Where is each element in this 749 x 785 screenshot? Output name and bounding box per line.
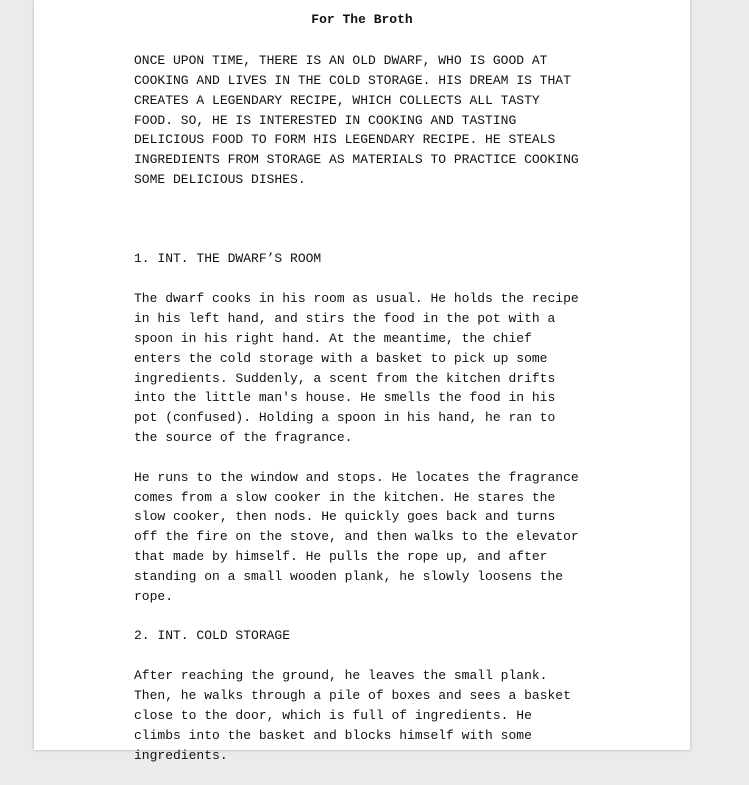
text-line: FOOD. SO, HE IS INTERESTED IN COOKING AND TASTING <box>134 112 517 128</box>
text-line: DELICIOUS FOOD TO FORM HIS LEGENDARY RECIPE. HE STEALS <box>134 132 556 148</box>
text-line: He runs to the window and stops. He locates the fragrance <box>134 469 579 485</box>
text-line: INGREDIENTS FROM STORAGE AS MATERIALS TO PRACTICE COOKING <box>134 152 579 168</box>
paragraph-gap <box>134 448 604 468</box>
text-line: ingredients. <box>134 747 228 763</box>
scene-heading <box>134 626 604 666</box>
blank-line <box>134 230 604 250</box>
text-line: Then, he walks through a pile of boxes and sees a basket <box>134 688 571 703</box>
scene-heading <box>134 249 604 289</box>
text-line: into the little man's house. He smells the food in his <box>134 390 556 406</box>
text-line: climbs into the basket and blocks himself with some <box>134 727 532 743</box>
text-line: 2. INT. COLD STORAGE <box>134 628 291 644</box>
text-line: ONCE UPON TIME, THERE IS AN OLD DWARF, WHO IS GOOD AT <box>134 53 548 68</box>
paragraph <box>134 289 604 468</box>
text-line: comes from a slow cooker in the kitchen. He stares the <box>134 489 556 505</box>
text-line: ingredients. Suddenly, a scent from the kitchen drifts <box>134 370 556 386</box>
text-line: pot (confused). Holding a spoon in his hand, he ran to <box>134 410 556 426</box>
paragraph <box>134 666 604 785</box>
document-page <box>34 0 690 763</box>
text-line: CREATES A LEGENDARY RECIPE, WHICH COLLECTS ALL TASTY <box>134 92 540 108</box>
text-line: slow cooker, then nods. He quickly goes back and turns <box>134 509 556 525</box>
paragraph <box>134 51 604 210</box>
text-line: COOKING AND LIVES IN THE COLD STORAGE. HIS DREAM IS THAT <box>134 72 571 88</box>
paragraph-gap <box>134 646 604 666</box>
text-line: the source of the fragrance. <box>134 430 353 446</box>
document-title: For The Broth <box>311 12 413 27</box>
text-line: 1. INT. THE DWARF’S ROOM <box>134 251 322 267</box>
text-line: that made by himself. He pulls the rope up, and after <box>134 549 548 565</box>
paragraph-gap <box>134 190 604 210</box>
paragraph <box>134 468 604 627</box>
text-line: rope. <box>134 588 174 604</box>
text-line: The dwarf cooks in his room as usual. He holds the recipe <box>134 291 579 307</box>
text-line: After reaching the ground, he leaves the small plank. <box>134 668 548 684</box>
blank-line <box>134 210 604 230</box>
text-line: close to the door, which is full of ingredients. He <box>134 707 532 723</box>
text-line: in his left hand, and stirs the food in the pot with a <box>134 310 556 326</box>
paragraph-gap <box>134 765 604 785</box>
text-line: SOME DELICIOUS DISHES. <box>134 172 306 188</box>
text-line: enters the cold storage with a basket to pick up some <box>134 350 548 366</box>
text-line: standing on a small wooden plank, he slowly loosens the <box>134 568 564 584</box>
text-line: off the fire on the stove, and then walks to the elevator <box>134 529 579 545</box>
paragraph-gap <box>134 269 604 289</box>
paragraph-gap <box>134 607 604 627</box>
document-body <box>134 51 604 785</box>
text-line: spoon in his right hand. At the meantime, the chief <box>134 330 532 346</box>
